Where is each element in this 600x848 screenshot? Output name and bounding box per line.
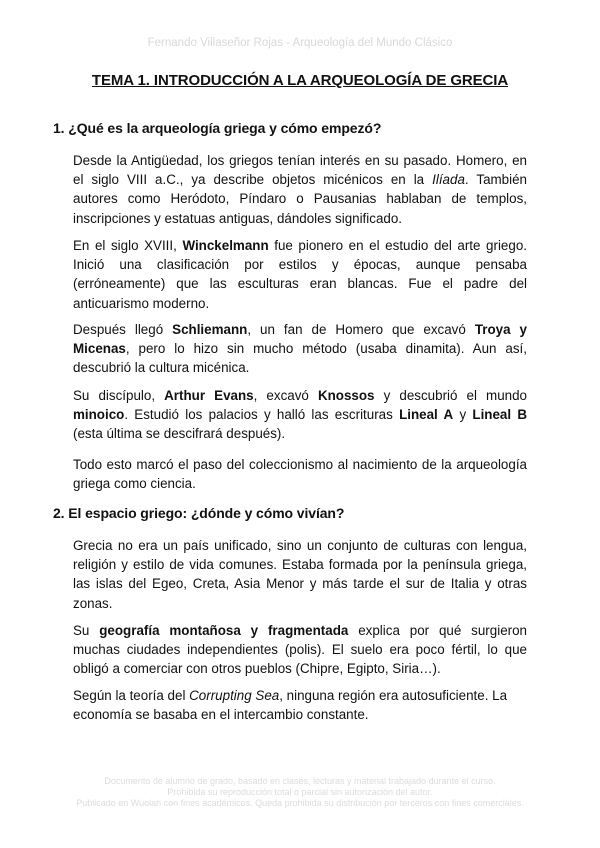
text-run: En el siglo XVIII,: [73, 238, 183, 253]
text-run: y: [453, 407, 473, 423]
bold-text: Knossos: [317, 388, 375, 403]
bold-text: Arthur Evans: [164, 388, 254, 403]
section-2-paragraph-1: [73, 536, 527, 613]
text-run: y descubrió el mundo: [374, 388, 528, 403]
bold-text: Lineal B: [472, 407, 527, 423]
text-run: Desde la Antigüedad, los griegos tenían interés en su pasado. Homero, en el siglo VIII a.C., ya describe objetos micénicos en la: [73, 153, 527, 188]
text-run: fue pionero en el estudio del arte griego. Inició una clasificación por estilos y épocas, aunque pensaba (erróneamente) que las esculturas eran blancas. Fue el padre del anticuarismo moderno.: [73, 238, 527, 311]
section-2-paragraph-2: [73, 621, 527, 679]
text-run: , ninguna región era autosuficiente. La economía se basaba en el intercambio constante.: [73, 688, 508, 723]
text-run: Su discípulo,: [73, 388, 165, 403]
text-run: explica por qué surgieron muchas ciudades independientes (polis). El suelo era poco fértil, lo que obligó a comerciar con otros pueblos (Chipre, Egipto, Siria…).: [73, 623, 527, 677]
italic-text: Corrupting Sea: [189, 688, 280, 703]
section-1-paragraph-1: [73, 151, 527, 228]
text-run: Según la teoría del: [73, 688, 190, 703]
text-run: . También autores como Heródoto, Píndaro o Pausanias hablaban de templos, inscripciones y estatuas antiguas, dándoles significado.: [73, 172, 527, 226]
section-1-paragraph-2: [73, 236, 527, 313]
document-title: TEMA 1. INTRODUCCIÓN A LA ARQUEOLOGÍA DE GRECIA: [91, 72, 509, 89]
text-run: (esta última se descifrará después).: [73, 426, 286, 442]
section-1-paragraph-4: [73, 386, 527, 444]
section-2-heading: 2. El espacio griego: ¿dónde y cómo vivían?: [53, 505, 345, 521]
italic-text: Ilíada: [432, 172, 465, 188]
bold-text: Lineal A: [399, 407, 454, 423]
bold-text: Troya y Micenas: [73, 322, 527, 357]
bold-text: minoico: [73, 407, 125, 423]
section-1-paragraph-3: [73, 320, 527, 378]
text-run: Grecia no era un país unificado, sino un conjunto de culturas con lengua, religión y estilo de vida comunes. Estaba formada por la península griega, las islas del Egeo, Creta, Asia Menor y más tarde el sur de Italia y otras zonas.: [73, 538, 527, 611]
text-run: , excavó: [253, 388, 318, 403]
footer-line-1: Documento de alumno de grado, basado en clases, lecturas y material trabajado durante el curso.: [104, 776, 496, 786]
bold-text: Winckelmann: [182, 238, 269, 253]
text-run: , un fan de Homero que excavó: [247, 322, 475, 337]
footer-line-2: Prohibida su reproducción total o parcial sin autorización del autor.: [167, 787, 433, 797]
text-run: Su: [73, 623, 100, 638]
bold-text: Schliemann: [172, 322, 248, 337]
footer-line-3: Publicado en Wuolah con fines académicos. Queda prohibida su distribución por terceros con fines comerciales.: [76, 798, 524, 808]
page-header: Fernando Villaseñor Rojas - Arqueología del Mundo Clásico: [147, 37, 453, 49]
bold-text: geografía montañosa y fragmentada: [99, 623, 349, 638]
text-run: Después llegó: [73, 322, 173, 337]
text-run: . Estudió los palacios y halló las escrituras: [124, 407, 400, 423]
text-run: Todo esto marcó el paso del coleccionismo al nacimiento de la arqueología griega como ciencia.: [73, 457, 527, 492]
text-run: , pero lo hizo sin mucho método (usaba dinamita). Aun así, descubrió la cultura micénica.: [73, 341, 527, 376]
section-2-paragraph-3: [73, 686, 527, 724]
section-1-heading: 1. ¿Qué es la arqueología griega y cómo empezó?: [53, 120, 382, 136]
section-1-paragraph-5: [73, 455, 527, 493]
